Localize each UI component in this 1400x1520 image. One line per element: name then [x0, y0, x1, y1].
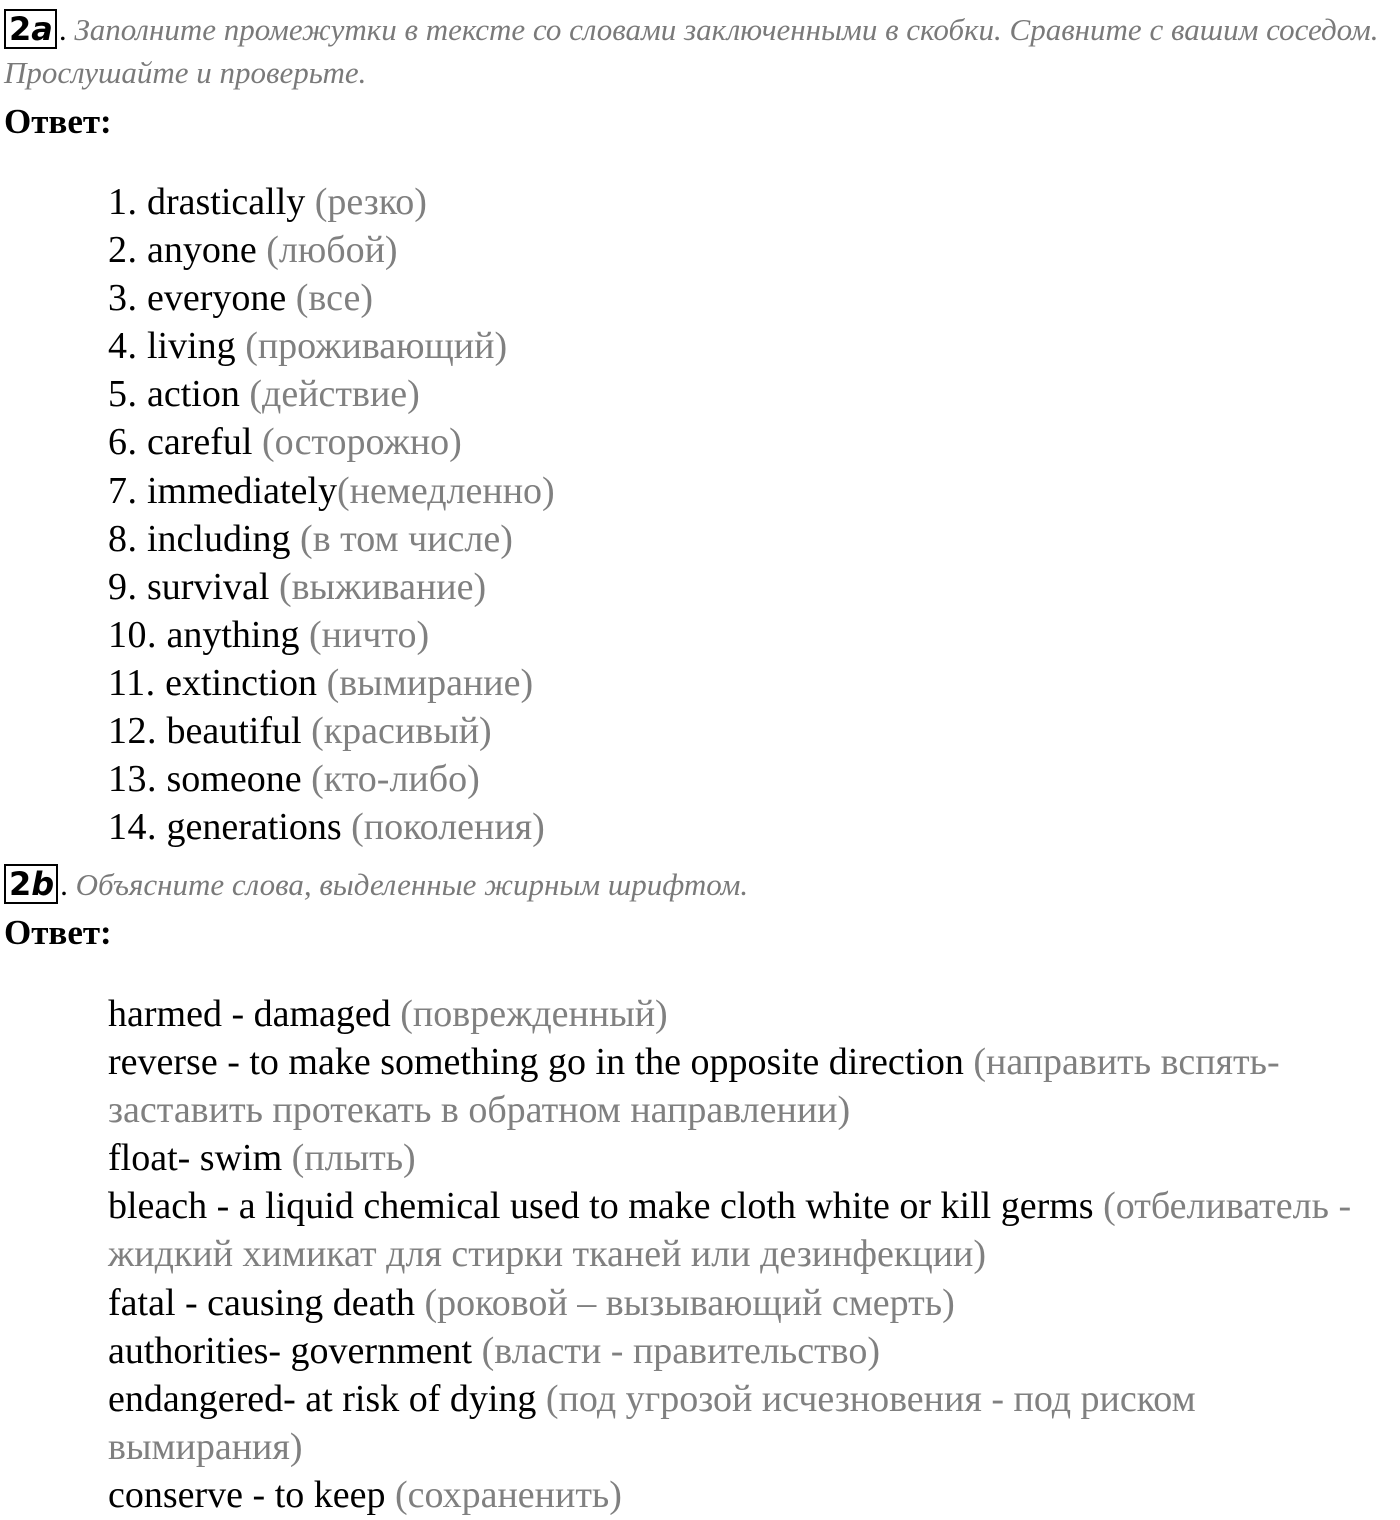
definition-translation: (плыть) [291, 1137, 416, 1180]
item-word: anyone [147, 229, 257, 272]
task-2a-header [4, 8, 1384, 94]
task-2a-instruction: Заполните промежутки в тексте со словами заключенными в скобки. Сравните с вашим соседом. Прослушайте и проверьте. [4, 12, 1379, 90]
definition-item [108, 990, 1398, 1038]
task-2a-badge-dot: . [58, 12, 67, 47]
item-translation: (в том числе) [300, 517, 513, 560]
task-2b-answer-label: Ответ: [4, 913, 112, 952]
item-word: action [147, 373, 240, 416]
task-2a-badge [4, 9, 57, 49]
task-2b-badge [4, 864, 58, 904]
item-number: 5. [108, 373, 138, 416]
item-number: 11. [108, 661, 156, 704]
item-word: anything [166, 613, 300, 656]
item-translation: (вымирание) [326, 661, 534, 704]
answer-item [108, 370, 555, 418]
item-translation: (поколения) [351, 806, 545, 849]
item-number: 4. [108, 325, 138, 368]
task-2a-answer-list [108, 178, 555, 851]
definition-translation: (поврежденный) [400, 993, 668, 1035]
answer-item [108, 322, 555, 370]
answer-item [108, 226, 555, 274]
definition-item [108, 1471, 1398, 1519]
item-number: 6. [108, 421, 138, 464]
item-translation: (любой) [266, 229, 398, 272]
task-2b-badge-dot: . [60, 867, 68, 902]
definition-item [108, 1134, 1398, 1182]
item-number: 12. [108, 710, 157, 753]
definition-item [108, 1375, 1398, 1471]
answer-item [108, 418, 555, 466]
answer-item [108, 467, 555, 515]
item-translation: (немедленно) [336, 469, 555, 512]
item-translation: (кто-либо) [311, 758, 480, 801]
item-word: beautiful [166, 710, 302, 753]
item-word: living [147, 325, 236, 368]
definition-term: fatal - causing death [108, 1281, 416, 1324]
answer-item [108, 515, 555, 563]
definition-translation: (под угрозой исчезновения - под риском вымирания) [108, 1377, 1196, 1468]
item-word: survival [147, 565, 270, 608]
item-word: extinction [165, 661, 318, 704]
answer-item [108, 563, 555, 611]
definition-term: harmed - damaged [108, 993, 391, 1035]
item-word: careful [147, 421, 253, 464]
item-translation: (ничто) [308, 613, 430, 656]
item-word: everyone [147, 277, 287, 320]
item-translation: (все) [295, 277, 373, 320]
definition-translation: (роковой – вызывающий смерть) [424, 1281, 955, 1324]
item-word: including [147, 517, 291, 560]
definition-translation: (направить вспять- заставить протекать в обратном направлении) [108, 1041, 1280, 1132]
item-number: 8. [108, 517, 138, 560]
item-number: 14. [108, 806, 157, 849]
definition-item [108, 1327, 1398, 1375]
item-translation: (резко) [314, 181, 427, 223]
item-number: 10. [108, 613, 157, 656]
item-word: generations [166, 806, 342, 849]
definition-item [108, 1279, 1398, 1327]
item-number: 3. [108, 277, 138, 320]
item-translation: (выживание) [278, 565, 487, 608]
item-number: 13. [108, 758, 157, 801]
definition-translation: (отбеливатель - жидкий химикат для стирки тканей или дезинфекции) [108, 1185, 1352, 1276]
item-translation: (красивый) [311, 710, 492, 753]
answer-item [108, 659, 555, 707]
task-2b-badge-number: 2 [9, 865, 32, 903]
definition-item [108, 1182, 1398, 1278]
definition-item [108, 1038, 1398, 1134]
answer-item [108, 755, 555, 803]
item-number: 9. [108, 565, 138, 608]
definition-term: reverse - to make something go in the opposite direction [108, 1041, 964, 1084]
answer-item [108, 611, 555, 659]
definition-term: endangered- at risk of dying [108, 1377, 537, 1420]
task-2b-instruction: Объясните слова, выделенные жирным шрифтом. [75, 867, 749, 902]
answer-item [108, 178, 555, 226]
definition-translation: (власти - правительство) [481, 1329, 881, 1372]
definition-term: authorities- government [108, 1329, 473, 1372]
item-translation: (действие) [249, 373, 420, 416]
item-word: someone [166, 758, 302, 801]
task-2a-badge-letter: a [31, 10, 53, 48]
item-translation: (осторожно) [261, 421, 462, 464]
answer-item [108, 274, 555, 322]
task-2b-header [4, 863, 1384, 906]
task-2a-badge-number: 2 [9, 10, 32, 48]
item-translation: (проживающий) [245, 325, 508, 368]
definition-term: conserve - to keep [108, 1473, 386, 1516]
task-2b-answer-list [108, 990, 1398, 1519]
definition-translation: (сохраненить) [395, 1473, 622, 1516]
item-word: immediately [147, 469, 337, 512]
task-2b-badge-letter: b [31, 865, 55, 903]
item-word: drastically [147, 181, 306, 223]
answer-item [108, 707, 555, 755]
item-number: 7. [108, 469, 138, 512]
answer-item [108, 803, 555, 851]
task-2a-answer-label: Ответ: [4, 102, 112, 141]
definition-term: float- swim [108, 1137, 283, 1180]
item-number: 2. [108, 229, 138, 272]
item-number: 1. [108, 181, 138, 223]
definition-term: bleach - a liquid chemical used to make cloth white or kill germs [108, 1185, 1094, 1228]
